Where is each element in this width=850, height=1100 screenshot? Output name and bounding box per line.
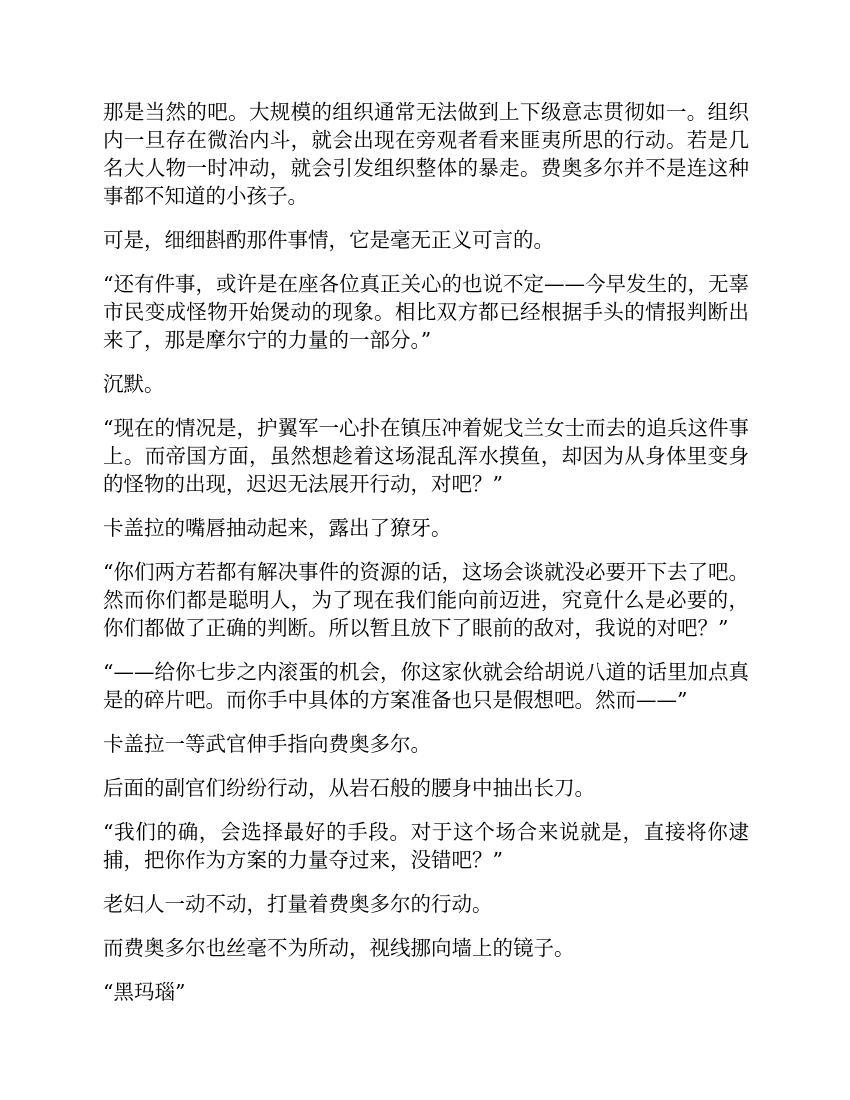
paragraph: “——给你七步之内滚蛋的机会，你这家伙就会给胡说八道的话里加点真是的碎片吧。而你手中具体的方案准备也只是假想吧。然而——” xyxy=(103,660,749,712)
paragraph: 老妇人一动不动，打量着费奥多尔的行动。 xyxy=(103,892,493,916)
paragraph: 那是当然的吧。大规模的组织通常无法做到上下级意志贯彻如一。组织内一旦存在微治内斗，就会出现在旁观者看来匪夷所思的行动。若是几名大人物一时冲动，就会引发组织整体的暴走。费奥多尔并不是连这种事都不知道的小孩子。 xyxy=(103,100,749,208)
paragraph: 沉默。 xyxy=(103,372,165,396)
paragraph: “黑玛瑙” xyxy=(103,980,186,1004)
paragraph: “我们的确，会选择最好的手段。对于这个场合来说就是，直接将你逮捕，把你作为方案的力量夺过来，没错吧？” xyxy=(103,820,749,872)
paragraph: 可是，细细斟酌那件事情，它是毫无正义可言的。 xyxy=(103,228,554,252)
paragraph: “你们两方若都有解决事件的资源的话，这场会谈就没必要开下去了吧。然而你们都是聪明人，为了现在我们能向前迈进，究竟什么是必要的，你们都做了正确的判断。所以暂且放下了眼前的敌对，我说的对吧？” xyxy=(103,560,749,640)
paragraph: “还有件事，或许是在座各位真正关心的也说不定——今早发生的，无辜市民变成怪物开始煲动的现象。相比双方都已经根据手头的情报判断出来了，那是摩尔宁的力量的一部分。” xyxy=(103,272,749,352)
paragraph: 卡盖拉的嘴唇抽动起来，露出了獠牙。 xyxy=(103,516,452,540)
paragraph: 卡盖拉一等武官伸手指向费奥多尔。 xyxy=(103,732,431,756)
paragraph: “现在的情况是，护翼军一心扑在镇压冲着妮戈兰女士而去的追兵这件事上。而帝国方面，虽然想趁着这场混乱浑水摸鱼，却因为从身体里变身的怪物的出现，迟迟无法展开行动，对吧？” xyxy=(103,416,749,496)
paragraph: 后面的副官们纷纷行动，从岩石般的腰身中抽出长刀。 xyxy=(103,776,595,800)
paragraph: 而费奥多尔也丝毫不为所动，视线挪向墙上的镜子。 xyxy=(103,936,575,960)
document-body xyxy=(103,98,749,1022)
